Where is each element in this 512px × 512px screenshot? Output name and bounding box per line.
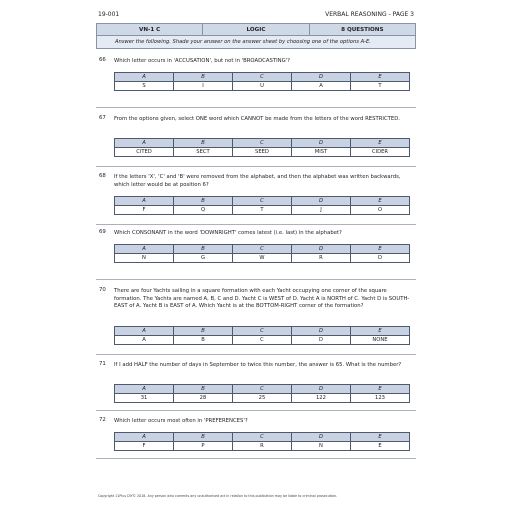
option-letter: E bbox=[350, 433, 409, 442]
option-letter: A bbox=[115, 385, 174, 394]
option-letter: B bbox=[173, 245, 232, 254]
answer-option[interactable]: CIDER bbox=[350, 148, 409, 157]
question-number: 68 bbox=[99, 173, 106, 179]
answer-option[interactable]: D bbox=[291, 336, 350, 345]
option-letter: D bbox=[291, 73, 350, 82]
page-title: VERBAL REASONING - PAGE 3 bbox=[325, 11, 414, 18]
option-letter: C bbox=[232, 73, 291, 82]
question-number: 66 bbox=[99, 57, 106, 63]
option-letter: C bbox=[232, 139, 291, 148]
question-text: Which CONSONANT in the word 'DOWNRIGHT' comes latest (i.e. last) in the alphabet? bbox=[114, 230, 342, 236]
option-letter: E bbox=[350, 327, 409, 336]
answer-option[interactable]: I bbox=[173, 82, 232, 91]
answer-options-table bbox=[114, 72, 410, 91]
option-letter: B bbox=[173, 197, 232, 206]
option-letter: B bbox=[173, 327, 232, 336]
option-letter: C bbox=[232, 385, 291, 394]
answer-option[interactable]: E bbox=[350, 442, 409, 451]
answer-option[interactable]: SECT bbox=[174, 148, 233, 157]
question-number: 71 bbox=[99, 361, 106, 367]
option-letter: E bbox=[350, 139, 409, 148]
question-text: Which letter occurs most often in 'PREFERENCES'? bbox=[114, 418, 248, 424]
question-number: 72 bbox=[99, 417, 106, 423]
answer-option[interactable]: SEED bbox=[232, 148, 291, 157]
answer-option[interactable]: G bbox=[173, 254, 232, 263]
option-letter: B bbox=[174, 139, 233, 148]
copyright-footer: Copyright 11Plus DIY© 2018. Any person who commits any unauthorised act in relation to this publication may be liable to criminal prosecution. bbox=[98, 494, 338, 498]
option-letter: A bbox=[115, 327, 174, 336]
answer-option[interactable]: N bbox=[291, 442, 350, 451]
answer-options-table bbox=[114, 196, 410, 215]
option-letter: C bbox=[232, 197, 291, 206]
topic-label: LOGIC bbox=[203, 24, 309, 35]
document-code: 19-001 bbox=[98, 11, 120, 18]
option-letter: C bbox=[232, 433, 291, 442]
answer-option[interactable]: 28 bbox=[173, 394, 232, 403]
answer-option[interactable]: P bbox=[173, 442, 232, 451]
answer-option[interactable]: D bbox=[350, 254, 409, 263]
option-letter: B bbox=[173, 433, 232, 442]
question-divider bbox=[96, 166, 416, 167]
answer-option[interactable]: S bbox=[115, 82, 174, 91]
answer-option[interactable]: F bbox=[115, 442, 174, 451]
option-letter: D bbox=[291, 139, 350, 148]
question-text: There are four Yachts sailing in a square formation with each Yacht occupying one corner of the square formation. The Yachts are named A, B, C and D. Yacht C is WEST of D. Yacht A is NORTH of C. Yacht D is SOUTH-EAST of A. Yacht B is EAST of A. Which Yacht is at the BOTTOM-RIGHT corner of the formation? bbox=[114, 288, 410, 310]
option-letter: C bbox=[232, 245, 291, 254]
option-letter: E bbox=[350, 245, 409, 254]
option-letter: D bbox=[291, 433, 350, 442]
answer-option[interactable]: NONE bbox=[350, 336, 409, 345]
question-text: If the letters 'X', 'C' and 'B' were removed from the alphabet, and then the alphabet was written backwards, which letter would be at position 6? bbox=[114, 174, 401, 188]
option-letter: E bbox=[350, 197, 409, 206]
answer-option[interactable]: CITED bbox=[115, 148, 174, 157]
answer-option[interactable]: U bbox=[232, 82, 291, 91]
question-divider bbox=[96, 107, 416, 108]
question-number: 70 bbox=[99, 287, 106, 293]
answer-option[interactable]: O bbox=[350, 206, 409, 215]
option-letter: A bbox=[115, 433, 174, 442]
option-letter: D bbox=[291, 197, 350, 206]
option-letter: E bbox=[350, 73, 409, 82]
answer-option[interactable]: T bbox=[232, 206, 291, 215]
option-letter: A bbox=[115, 73, 174, 82]
section-title-bar bbox=[96, 23, 416, 36]
answer-option[interactable]: MIST bbox=[291, 148, 350, 157]
paper-code: VN-1 C bbox=[97, 24, 203, 35]
answer-option[interactable]: A bbox=[291, 82, 350, 91]
answer-option[interactable]: R bbox=[291, 254, 350, 263]
option-letter: E bbox=[350, 385, 409, 394]
question-divider bbox=[96, 279, 416, 280]
answer-option[interactable]: 123 bbox=[350, 394, 409, 403]
option-letter: B bbox=[173, 385, 232, 394]
question-divider bbox=[96, 224, 416, 225]
answer-option[interactable]: Q bbox=[173, 206, 232, 215]
question-divider bbox=[96, 410, 416, 411]
answer-option[interactable]: 31 bbox=[115, 394, 174, 403]
answer-option[interactable]: R bbox=[232, 442, 291, 451]
answer-options-table bbox=[114, 138, 410, 157]
option-letter: D bbox=[291, 245, 350, 254]
answer-option[interactable]: F bbox=[115, 206, 174, 215]
answer-option[interactable]: 122 bbox=[291, 394, 350, 403]
answer-option[interactable]: B bbox=[173, 336, 232, 345]
option-letter: A bbox=[115, 139, 174, 148]
question-text: From the options given, select ONE word which CANNOT be made from the letters of the word RESTRICTED. bbox=[114, 116, 401, 122]
option-letter: D bbox=[291, 385, 350, 394]
question-number: 69 bbox=[99, 229, 106, 235]
option-letter: D bbox=[291, 327, 350, 336]
question-divider bbox=[96, 458, 416, 459]
answer-option[interactable]: 25 bbox=[232, 394, 291, 403]
answer-options-table bbox=[114, 326, 410, 345]
question-divider bbox=[96, 354, 416, 355]
option-letter: A bbox=[115, 197, 174, 206]
question-text: Which letter occurs in 'ACCUSATION', but not in 'BROADCASTING'? bbox=[114, 58, 290, 64]
option-letter: C bbox=[232, 327, 291, 336]
answer-option[interactable]: N bbox=[115, 254, 174, 263]
answer-option[interactable]: W bbox=[232, 254, 291, 263]
answer-option[interactable]: J bbox=[291, 206, 350, 215]
question-text: If I add HALF the number of days in September to twice this number, the answer is 65. What is the number? bbox=[114, 362, 402, 368]
instructions: Answer the following. Shade your answer on the answer sheet by choosing one of the options A-E. bbox=[96, 36, 416, 49]
answer-option[interactable]: A bbox=[115, 336, 174, 345]
answer-options-table bbox=[114, 244, 410, 263]
answer-options-table bbox=[114, 432, 410, 451]
answer-option[interactable]: T bbox=[350, 82, 409, 91]
option-letter: A bbox=[115, 245, 174, 254]
option-letter: B bbox=[173, 73, 232, 82]
answer-options-table bbox=[114, 384, 410, 403]
question-count: 8 QUESTIONS bbox=[341, 26, 384, 33]
answer-option[interactable]: C bbox=[232, 336, 291, 345]
question-number: 67 bbox=[99, 115, 106, 121]
